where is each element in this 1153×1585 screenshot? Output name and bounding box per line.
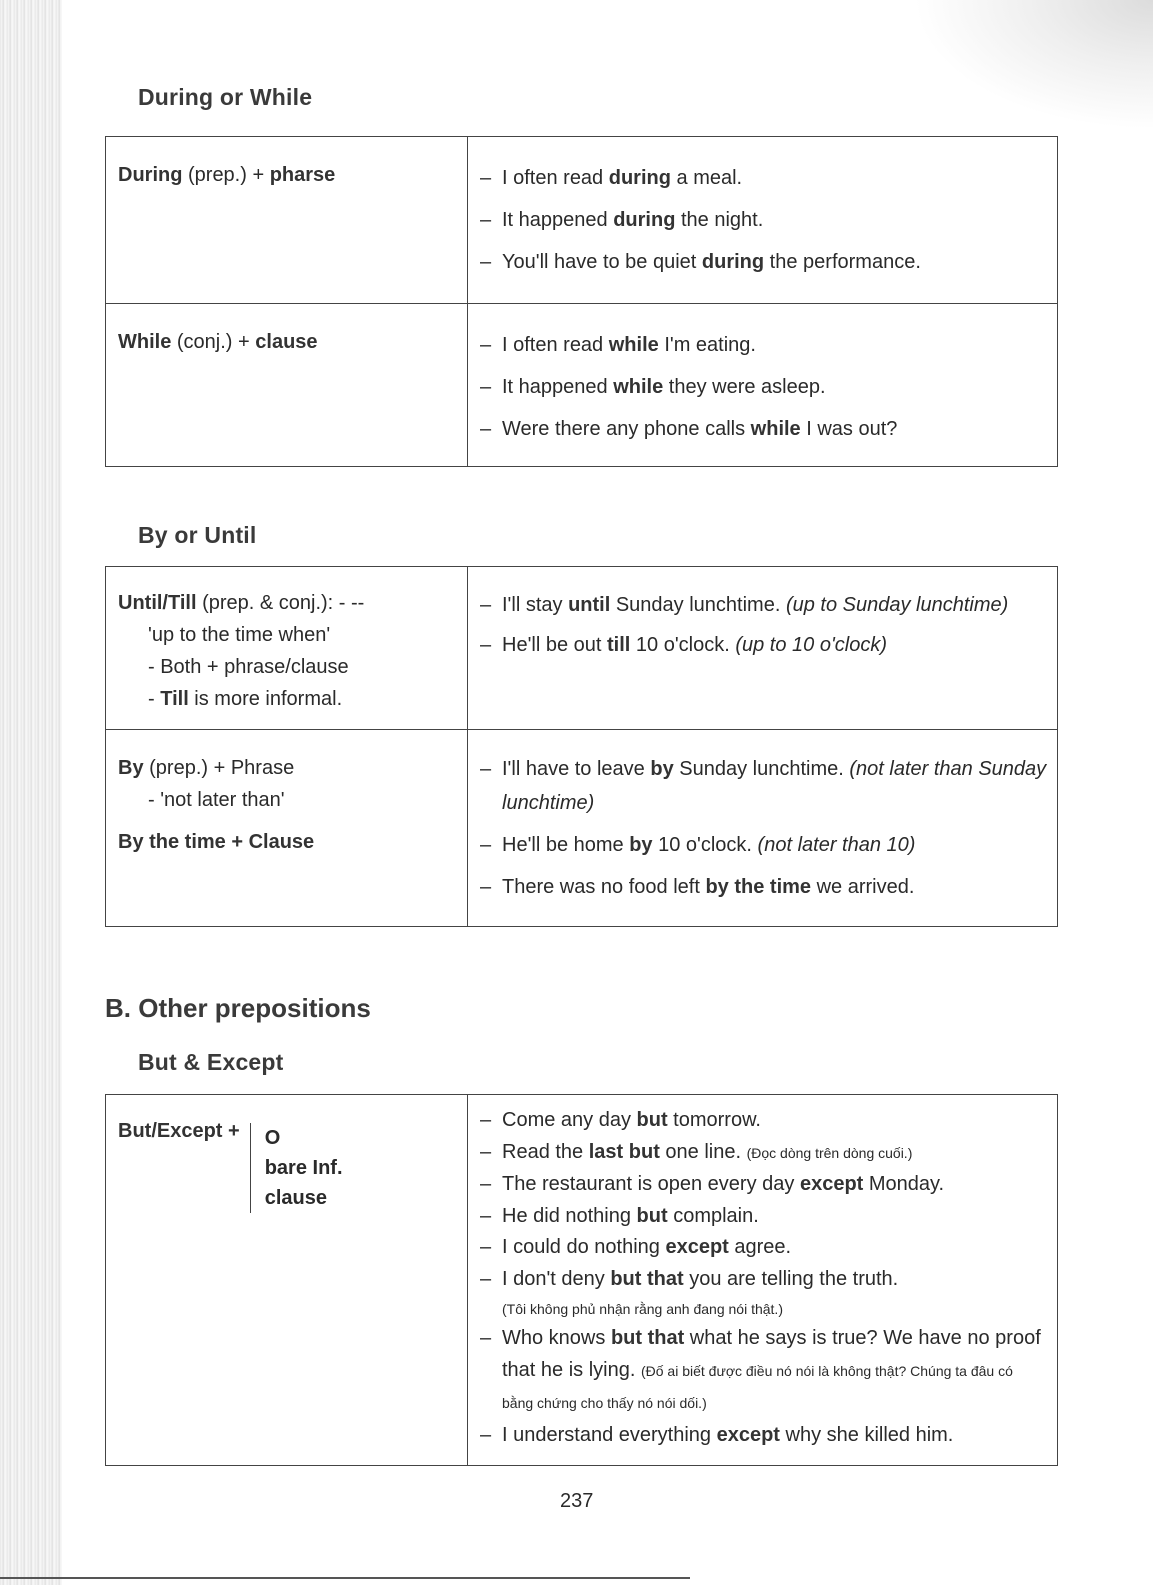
list-item: – There was no food left by the time we arrived. [480, 876, 915, 898]
table-row [106, 567, 1058, 730]
section-title-by-until: By or Until [138, 522, 257, 548]
table-row [106, 730, 1058, 927]
list-item: – The restaurant is open every day except Monday. [480, 1173, 945, 1195]
page-number: 237 [560, 1490, 594, 1512]
examples-but-except [468, 1095, 1058, 1466]
list-item: – Who knows but that what he says is true? We have no proof that he is lying. (Đố ai biết được điều nó nói là không thật? Chúng ta đâu có bằng chứng cho thấy nó nói dối.) [480, 1327, 1041, 1411]
list-item: – It happened during the night. [480, 209, 764, 231]
section-title-during-while: During or While [138, 84, 313, 110]
rule-during: During (prep.) + pharse [106, 137, 468, 304]
list-item: – He'll be home by 10 o'clock. (not later than 10) [480, 834, 916, 856]
list-item: – I understand everything except why she killed him. [480, 1423, 954, 1446]
table-row [106, 304, 1058, 467]
rule-but-except: But/Except + O bare Inf. clause [106, 1095, 468, 1466]
rule-while: While (conj.) + clause [106, 304, 468, 467]
list-item: – I often read while I'm eating. [480, 334, 756, 356]
bottom-rule [0, 1577, 690, 1579]
scan-shadow-left [0, 0, 62, 1585]
list-item: – I often read during a meal. [480, 167, 743, 189]
list-item: – Were there any phone calls while I was out? [480, 418, 898, 440]
examples-during [468, 137, 1058, 304]
rule-by: By (prep.) + Phrase - 'not later than' By the time + Clause [106, 730, 468, 927]
table-by-until [105, 566, 1058, 927]
table-row [106, 1095, 1058, 1466]
list-item: – Read the last but one line. (Đọc dòng trên dòng cuối.) [480, 1140, 913, 1163]
list-item: – He did nothing but complain. [480, 1204, 759, 1227]
list-item: – You'll have to be quiet during the performance. [480, 251, 921, 273]
examples-until [468, 567, 1058, 730]
rule-until: Until/Till (prep. & conj.): - -- 'up to the time when' - Both + phrase/clause - Till is more informal. [106, 567, 468, 730]
examples-by [468, 730, 1058, 927]
scan-shadow-corner [913, 0, 1153, 130]
section-title-but-except: But & Except [138, 1049, 284, 1075]
list-item: – I'll stay until Sunday lunchtime. (up to Sunday lunchtime) [480, 594, 1009, 616]
table-during-while [105, 136, 1058, 467]
section-title-other-prepositions: B. Other prepositions [105, 993, 371, 1023]
table-row [106, 137, 1058, 304]
list-item: – He'll be out till 10 o'clock. (up to 10 o'clock) [480, 634, 887, 656]
list-item: – Come any day but tomorrow. [480, 1109, 761, 1131]
rule-bracket-list: O bare Inf. clause [250, 1123, 343, 1213]
examples-while [468, 304, 1058, 467]
table-but-except [105, 1094, 1058, 1466]
list-item: – It happened while they were asleep. [480, 376, 826, 398]
list-item: – I don't deny but that you are telling the truth. (Tôi không phủ nhận rằng anh đang nói thật.) [480, 1267, 899, 1317]
list-item: – I could do nothing except agree. [480, 1236, 792, 1258]
list-item: – I'll have to leave by Sunday lunchtime. (not later than Sunday lunchtime) [480, 758, 1047, 814]
